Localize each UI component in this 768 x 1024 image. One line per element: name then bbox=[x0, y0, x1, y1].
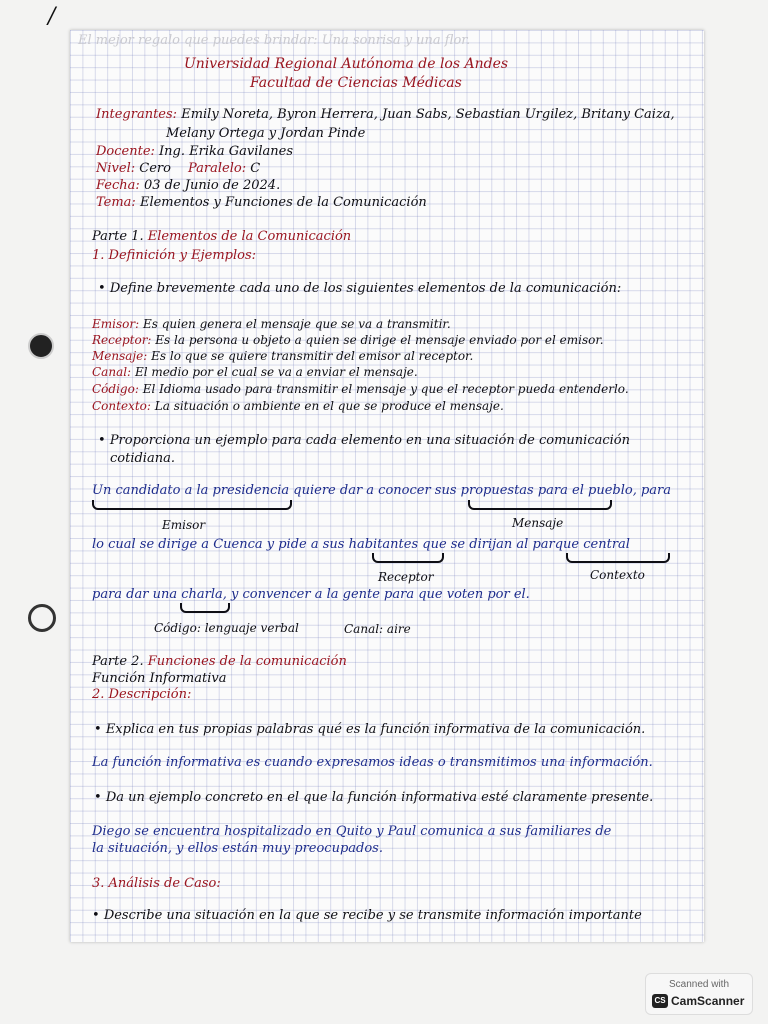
label-receptor: Receptor bbox=[378, 570, 434, 584]
label-canal: Canal: aire bbox=[344, 622, 411, 636]
definition-row bbox=[92, 350, 473, 362]
definition-text: El Idioma usado para transmitir el mensaje y que el receptor pueda entenderlo. bbox=[142, 382, 629, 396]
part2-title: Funciones de la comunicación bbox=[147, 654, 347, 669]
part2-question-2: • Da un ejemplo concreto en el que la función informativa esté claramente presente. bbox=[94, 791, 653, 804]
emisor-brace bbox=[92, 500, 292, 510]
part2-answer-2-line-1: Diego se encuentra hospitalizado en Quito y Paul comunica a sus familiares de bbox=[92, 824, 612, 839]
part1-question-2: • Proporciona un ejemplo para cada elemento en una situación de comunicación bbox=[98, 434, 630, 447]
definition-term: Código: bbox=[92, 382, 139, 396]
level-line bbox=[96, 162, 171, 175]
definition-text: Es lo que se quiere transmitir del emisor al receptor. bbox=[151, 349, 474, 363]
date-label: Fecha: bbox=[96, 178, 140, 193]
case-heading bbox=[92, 877, 221, 890]
topic-line bbox=[96, 196, 427, 209]
definition-text: Es quien genera el mensaje que se va a transmitir. bbox=[142, 317, 451, 331]
definition-term: Canal: bbox=[92, 365, 132, 379]
part1-label: Parte 1. bbox=[92, 229, 144, 244]
camscanner-watermark bbox=[645, 973, 753, 1015]
level-label: Nivel: bbox=[96, 161, 136, 176]
definition-row bbox=[92, 383, 629, 395]
function-name: Función Informativa bbox=[92, 671, 227, 686]
definition-term: Contexto: bbox=[92, 399, 151, 413]
definition-text: Es la persona u objeto a quien se dirige el mensaje enviado por el emisor. bbox=[155, 333, 604, 347]
definition-row bbox=[92, 334, 604, 346]
teacher-label: Docente: bbox=[96, 144, 155, 159]
binder-hole-open bbox=[28, 604, 56, 632]
topic-label: Tema: bbox=[96, 195, 136, 210]
mensaje-brace bbox=[468, 500, 612, 510]
definition-term: Receptor: bbox=[92, 333, 152, 347]
part1-question-2-cont: cotidiana. bbox=[110, 451, 175, 466]
faint-quote: El mejor regalo que puedes brindar: Una sonrisa y una flor. bbox=[78, 33, 471, 48]
level-value: Cero bbox=[139, 161, 171, 176]
example-line-3: para dar una charla, y convencer a la gente para que voten por el. bbox=[92, 587, 530, 602]
part1-sub-title: Definición y Ejemplos: bbox=[108, 248, 257, 263]
binder-hole-filled bbox=[28, 333, 54, 359]
date-value: 03 de Junio de 2024. bbox=[143, 178, 281, 193]
example-line-1: Un candidato a la presidencia quiere dar a conocer sus propuestas para el pueblo, para bbox=[92, 483, 672, 498]
case-number: 3. bbox=[92, 876, 105, 891]
codigo-brace bbox=[180, 603, 230, 613]
university-title: Universidad Regional Autónoma de los Andes bbox=[184, 56, 509, 72]
part2-question-1: • Explica en tus propias palabras qué es la función informativa de la comunicación. bbox=[94, 723, 645, 736]
scanner-caption: Scanned with bbox=[668, 979, 730, 990]
definition-text: El medio por el cual se va a enviar el mensaje. bbox=[134, 365, 418, 379]
members-names: Emily Noreta, Byron Herrera, Juan Sabs, Sebastian Urgilez, Britany Caiza, bbox=[181, 107, 675, 122]
example-line-2: lo cual se dirige a Cuenca y pide a sus habitantes que se dirijan al parque central bbox=[92, 537, 630, 552]
part1-subheading bbox=[92, 249, 256, 262]
part2-label: Parte 2. bbox=[92, 654, 144, 669]
definition-text: La situación o ambiente en el que se produce el mensaje. bbox=[154, 399, 504, 413]
part2-heading bbox=[92, 655, 347, 668]
case-title: Análisis de Caso: bbox=[108, 876, 221, 891]
scanner-brand: CamScanner bbox=[671, 994, 745, 1008]
label-mensaje: Mensaje bbox=[512, 516, 564, 530]
part1-sub-number: 1. bbox=[92, 248, 105, 263]
description-title: Descripción: bbox=[108, 687, 192, 702]
label-contexto: Contexto bbox=[590, 568, 645, 582]
faculty-title: Facultad de Ciencias Médicas bbox=[250, 75, 462, 91]
part2-answer-2-line-2: la situación, y ellos están muy preocupados. bbox=[92, 841, 383, 856]
section-value: C bbox=[250, 161, 261, 176]
definition-row bbox=[92, 318, 451, 330]
members-label: Integrantes: bbox=[96, 107, 178, 122]
date-line bbox=[96, 179, 280, 192]
definition-term: Mensaje: bbox=[92, 349, 148, 363]
camscanner-logo-icon: CS bbox=[652, 994, 668, 1008]
members-line-2: Melany Ortega y Jordan Pinde bbox=[166, 126, 366, 141]
label-codigo: Código: lenguaje verbal bbox=[154, 621, 299, 635]
description-heading bbox=[92, 688, 191, 701]
corner-mark: / bbox=[48, 4, 56, 29]
definition-row bbox=[92, 366, 418, 378]
definition-row bbox=[92, 400, 504, 412]
receptor-brace bbox=[372, 553, 444, 563]
label-emisor: Emisor bbox=[162, 518, 206, 532]
description-number: 2. bbox=[92, 687, 105, 702]
part1-question-1: • Define brevemente cada uno de los siguientes elementos de la comunicación: bbox=[98, 282, 621, 295]
part2-question-3: • Describe una situación en la que se recibe y se transmite información importante bbox=[92, 909, 642, 922]
teacher-line bbox=[96, 145, 293, 158]
part2-answer-1: La función informativa es cuando expresamos ideas o transmitimos una información. bbox=[92, 755, 653, 770]
teacher-name: Ing. Erika Gavilanes bbox=[159, 144, 294, 159]
section-line bbox=[188, 162, 260, 175]
contexto-brace bbox=[566, 553, 670, 563]
section-label: Paralelo: bbox=[188, 161, 247, 176]
definition-term: Emisor: bbox=[92, 317, 140, 331]
members-line-1 bbox=[96, 108, 675, 121]
part1-heading bbox=[92, 230, 351, 243]
topic-value: Elementos y Funciones de la Comunicación bbox=[139, 195, 427, 210]
part1-title: Elementos de la Comunicación bbox=[147, 229, 352, 244]
